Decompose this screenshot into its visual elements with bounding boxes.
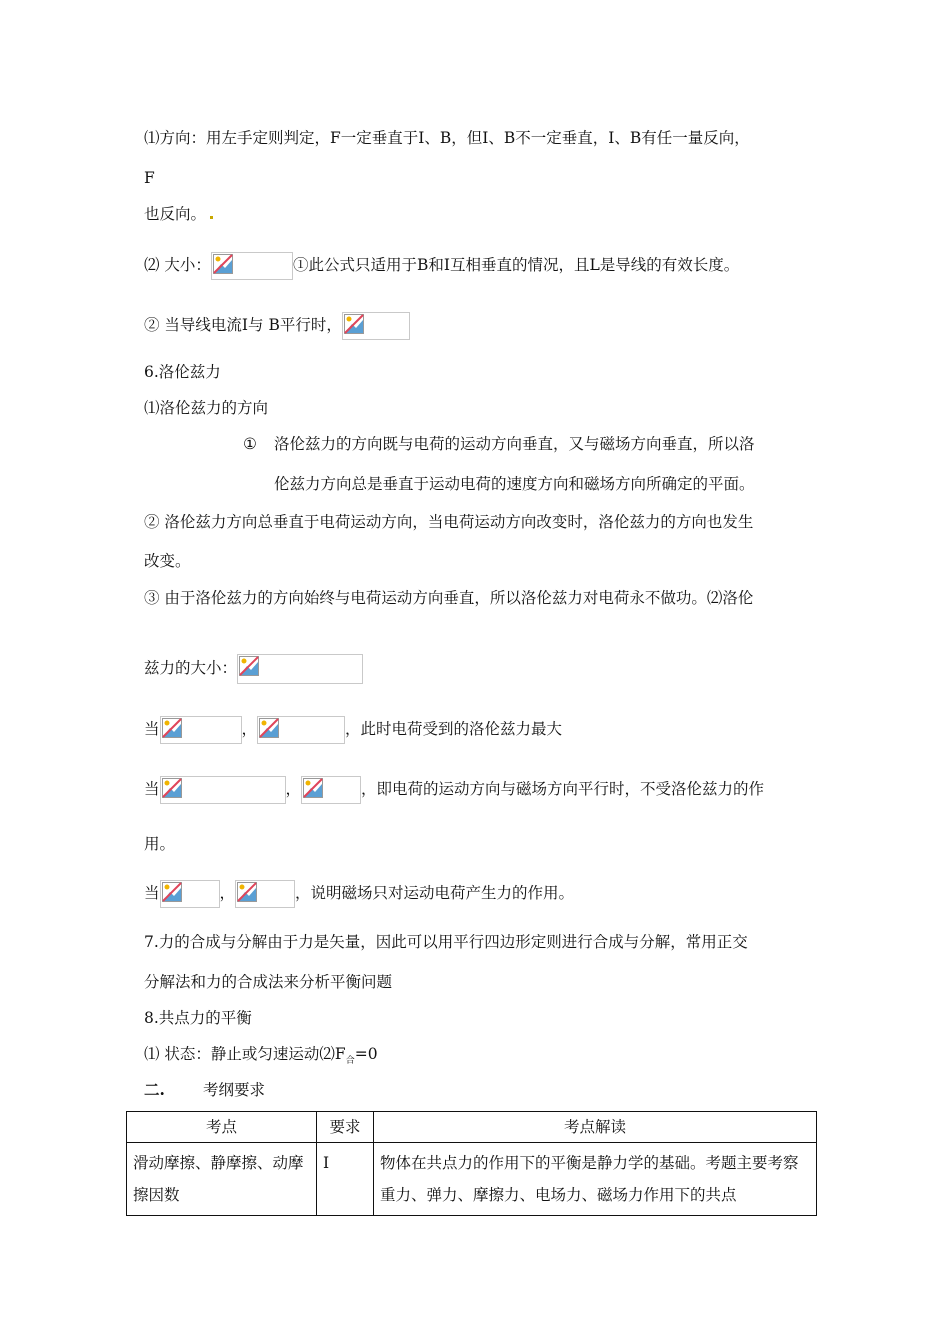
broken-image-icon bbox=[213, 254, 233, 274]
case2-comma: ， bbox=[285, 780, 302, 798]
state-subscript: 合 bbox=[345, 1056, 355, 1067]
case2-line bbox=[144, 776, 764, 804]
case3-prefix: 当 bbox=[144, 884, 160, 902]
case1-prefix: 当 bbox=[144, 720, 160, 738]
formula-image-placeholder bbox=[160, 880, 220, 908]
cell-point: 滑动摩擦、静摩擦、动摩擦因数 bbox=[127, 1143, 317, 1216]
broken-image-icon bbox=[344, 314, 364, 334]
section-7-line1: 7.力的合成与分解由于力是矢量，因此可以用平行四边形定则进行合成与分解，常用正交 bbox=[144, 933, 748, 951]
case1-line bbox=[144, 716, 562, 744]
formula-image-placeholder bbox=[301, 776, 361, 804]
header-requirement: 要求 bbox=[317, 1112, 374, 1143]
case2-suffix: ，即电荷的运动方向与磁场方向平行时，不受洛伦兹力的作 bbox=[361, 780, 765, 798]
section-8-state bbox=[144, 1044, 378, 1071]
case2-prefix: 当 bbox=[144, 780, 160, 798]
formula-image-placeholder bbox=[235, 880, 295, 908]
cell-requirement: Ⅰ bbox=[317, 1143, 374, 1216]
header-interpretation: 考点解读 bbox=[374, 1112, 817, 1143]
item3-line: ③ 由于洛伦兹力的方向始终与电荷运动方向垂直，所以洛伦兹力对电荷永不做功。⑵洛伦 bbox=[144, 589, 754, 607]
para-direction-line3 bbox=[144, 204, 213, 224]
formula-image-placeholder bbox=[342, 312, 410, 340]
para-parallel bbox=[144, 312, 410, 340]
state-text: ⑴ 状态：静止或匀速运动⑵F bbox=[144, 1045, 346, 1063]
broken-image-icon bbox=[162, 718, 182, 738]
section-7-line2: 分解法和力的合成法来分析平衡问题 bbox=[144, 973, 393, 991]
case3-suffix: ，说明磁场只对运动电荷产生力的作用。 bbox=[295, 884, 575, 902]
cell-interpretation: 物体在共点力的作用下的平衡是静力学的基础。考题主要考察重力、弹力、摩擦力、电场力、磁场力作用下的共点 bbox=[374, 1143, 817, 1216]
size-label-line bbox=[144, 654, 363, 684]
item2-line-a: ② 洛伦兹力方向总垂直于电荷运动方向，当电荷运动方向改变时，洛伦兹力的方向也发生 bbox=[144, 513, 754, 531]
para-magnitude bbox=[144, 252, 739, 280]
case3-line bbox=[144, 880, 574, 908]
formula-image-placeholder bbox=[160, 716, 242, 744]
stray-dot bbox=[210, 216, 213, 219]
item1-number: ① bbox=[243, 435, 257, 453]
section-6-heading: 6.洛伦兹力 bbox=[144, 363, 221, 381]
formula-image-placeholder bbox=[237, 654, 363, 684]
formula-image-placeholder bbox=[257, 716, 345, 744]
header-point: 考点 bbox=[127, 1112, 317, 1143]
item1-line-a: 洛伦兹力的方向既与电荷的运动方向垂直，又与磁场方向垂直，所以洛 bbox=[274, 435, 755, 453]
table-row bbox=[127, 1143, 817, 1216]
case1-comma: ， bbox=[241, 720, 258, 738]
para-direction-text: 也反向。 bbox=[144, 205, 207, 223]
table-header-row bbox=[127, 1112, 817, 1143]
item2-line-b: 改变。 bbox=[144, 552, 191, 570]
formula-image-placeholder bbox=[160, 776, 286, 804]
parallel-text: ② 当导线电流I与 B平行时， bbox=[144, 316, 342, 334]
para-direction-line1: ⑴方向：用左手定则判定，F一定垂直于I、B，但I、B不一定垂直，I、B有任一量反向， bbox=[144, 129, 750, 147]
case1-suffix: ，此时电荷受到的洛伦兹力最大 bbox=[345, 720, 563, 738]
syllabus-table bbox=[126, 1111, 817, 1216]
case2-continuation: 用。 bbox=[144, 835, 176, 853]
magnitude-prefix: ⑵ 大小： bbox=[144, 256, 211, 274]
broken-image-icon bbox=[303, 778, 323, 798]
magnitude-note: ①此公式只适用于B和I互相垂直的情况，且L是导线的有效长度。 bbox=[292, 256, 740, 274]
broken-image-icon bbox=[239, 656, 259, 676]
section-8-heading: 8.共点力的平衡 bbox=[144, 1009, 252, 1027]
broken-image-icon bbox=[162, 882, 182, 902]
para-direction-line2: F bbox=[144, 169, 155, 187]
item1-line-b: 伦兹力方向总是垂直于运动电荷的速度方向和磁场方向所确定的平面。 bbox=[274, 475, 755, 493]
broken-image-icon bbox=[237, 882, 257, 902]
size-label: 兹力的大小： bbox=[144, 659, 238, 677]
broken-image-icon bbox=[259, 718, 279, 738]
case3-comma: ， bbox=[219, 884, 236, 902]
formula-image-placeholder bbox=[211, 252, 293, 280]
section-6-sub1: ⑴洛伦兹力的方向 bbox=[144, 399, 269, 417]
section-2-number: 二. bbox=[144, 1080, 165, 1099]
state-equals: =0 bbox=[354, 1045, 378, 1063]
broken-image-icon bbox=[162, 778, 182, 798]
section-2-title: 考纲要求 bbox=[203, 1081, 266, 1099]
